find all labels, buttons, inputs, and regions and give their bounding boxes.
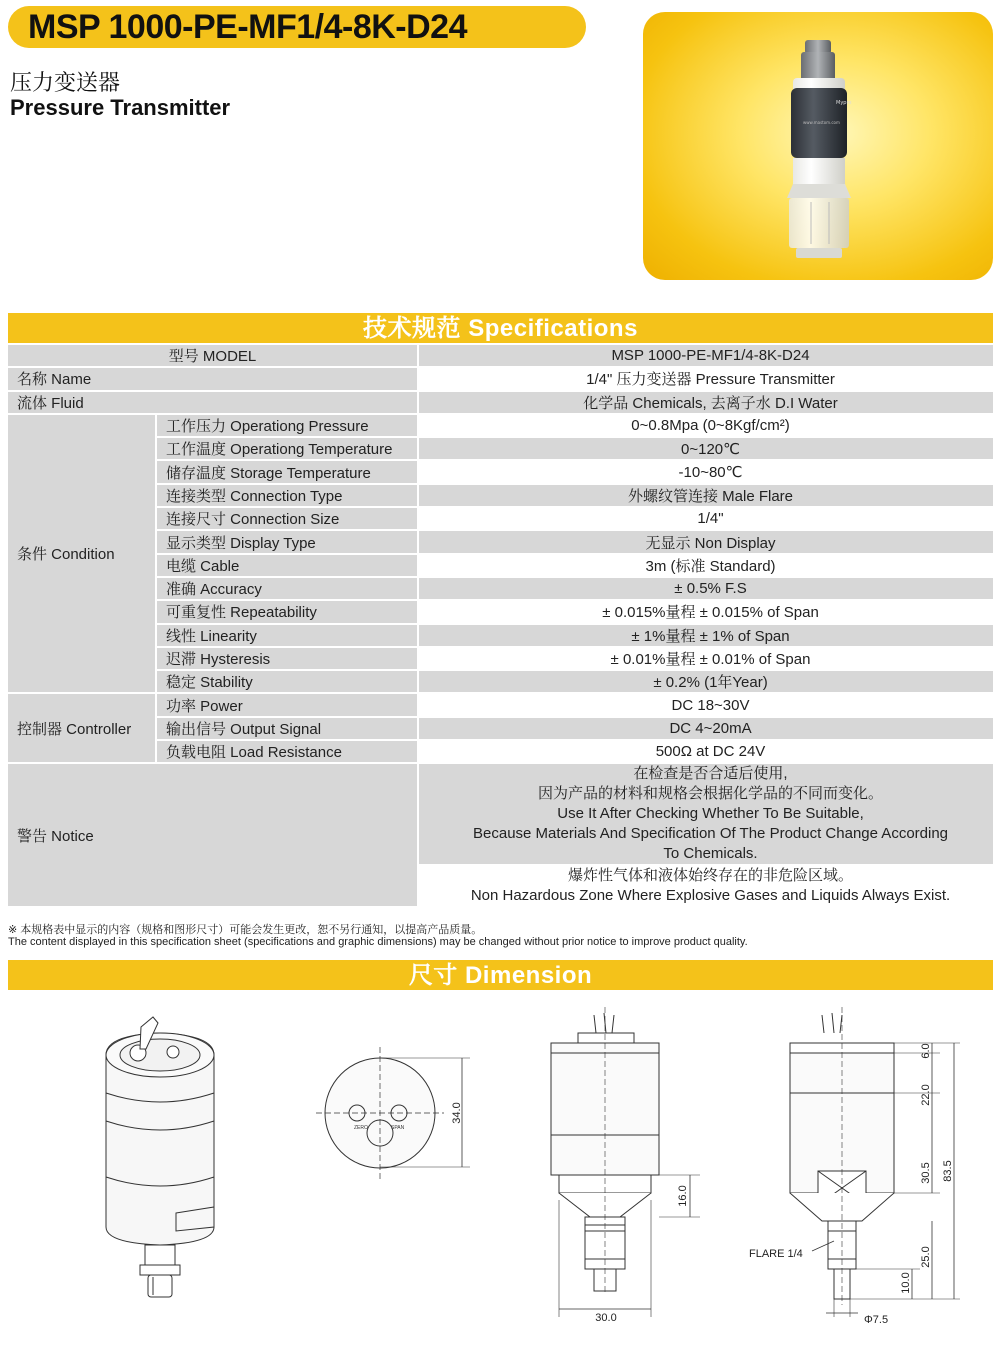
spec-row-notice [8,763,993,865]
disclaimer-footnote [8,924,748,948]
spec-label: 显示类型 Display Type [156,530,418,553]
spec-row [8,577,993,600]
front-view-drawing [551,1007,700,1317]
spec-value: MSP 1000-PE-MF1/4-8K-D24 [418,345,993,367]
specifications-table [8,345,993,908]
svg-text:SPAN: SPAN [391,1125,405,1131]
notice-line: Non Hazardous Zone Where Explosive Gases and Liquids Always Exist. [470,887,951,905]
spec-value: 500Ω at DC 24V [418,740,993,763]
spec-label: 可重复性 Repeatability [156,600,418,623]
svg-text:ZERO: ZERO [354,1125,368,1131]
notice-value-1 [418,763,993,865]
spec-row [8,647,993,670]
spec-row [8,414,993,437]
spec-value: 3m (标准 Standard) [418,554,993,577]
dim-30-5: 30.5 [920,1162,932,1184]
spec-value: 1/4" [418,507,993,530]
dim-25: 25.0 [920,1246,932,1268]
spec-value: ± 1%量程 ± 1% of Span [418,624,993,647]
spec-value: 0~0.8Mpa (0~8Kgf/cm²) [418,414,993,437]
notice-label: 警告 Notice [8,763,418,907]
iso-view-drawing [106,1017,214,1297]
spec-row [8,670,993,693]
footnote-en: The content displayed in this specification sheet (specifications and graphic dimensions) may be changed without prior notice to improve product quality. [8,936,748,948]
spec-row [8,460,993,483]
spec-row [8,484,993,507]
spec-label: 线性 Linearity [156,624,418,647]
spec-value: ± 0.01%量程 ± 0.01% of Span [418,647,993,670]
spec-value: ± 0.5% F.S [418,577,993,600]
condition-group-label: 条件 Condition [8,414,156,694]
spec-row-model [8,345,993,367]
spec-label: 稳定 Stability [156,670,418,693]
notice-line: 爆炸性气体和液体始终存在的非危险区域。 [568,867,854,885]
spec-row-name [8,367,993,390]
technical-drawings [0,995,1000,1341]
top-view-drawing [316,1047,470,1179]
dim-30: 30.0 [595,1312,617,1324]
transmitter-image [643,12,993,280]
spec-value: 外螺纹管连接 Male Flare [418,484,993,507]
notice-line: 在检查是否合适后使用, [633,765,788,783]
notice-line: Use It After Checking Whether To Be Suitable, [557,805,864,823]
dim-6: 6.0 [920,1043,932,1059]
spec-label: 连接类型 Connection Type [156,484,418,507]
spec-value: 1/4" 压力变送器 Pressure Transmitter [418,367,993,390]
spec-value: -10~80℃ [418,460,993,483]
dimension-heading: 尺寸 Dimension [8,960,993,990]
spec-label: 电缆 Cable [156,554,418,577]
spec-label: 工作压力 Operationg Pressure [156,414,418,437]
spec-label: 名称 Name [8,367,418,390]
spec-label: 输出信号 Output Signal [156,717,418,740]
spec-label: 型号 MODEL [8,345,418,367]
spec-row [8,717,993,740]
spec-row [8,693,993,716]
spec-value: DC 4~20mA [418,717,993,740]
spec-label: 工作温度 Operationg Temperature [156,437,418,460]
section-view-drawing [790,1007,960,1317]
subtitle-english: Pressure Transmitter [10,95,231,120]
dim-83-5: 83.5 [942,1160,954,1182]
dim-16: 16.0 [677,1185,689,1207]
spec-value: ± 0.2% (1年Year) [418,670,993,693]
photo-label: Mypro [836,100,852,106]
spec-row [8,600,993,623]
footnote-cn: ※ 本规格表中显示的内容（规格和图形尺寸）可能会发生更改，恕不另行通知，以提高产品质量。 [8,924,483,936]
spec-row-fluid [8,391,993,414]
product-photo [643,12,993,280]
spec-value: 0~120℃ [418,437,993,460]
spec-row [8,624,993,647]
spec-row [8,740,993,763]
notice-line: 因为产品的材料和规格会根据化学品的不同而变化。 [538,785,884,803]
spec-value: 化学品 Chemicals, 去离子水 D.I Water [418,391,993,414]
spec-label: 迟滞 Hysteresis [156,647,418,670]
controller-group-label: 控制器 Controller [8,693,156,763]
dimension-drawings [0,995,1000,1341]
spec-label: 功率 Power [156,693,418,716]
spec-value: DC 18~30V [418,693,993,716]
dim-10: 10.0 [900,1272,912,1294]
spec-label: 连接尺寸 Connection Size [156,507,418,530]
spec-row [8,437,993,460]
dim-phi: Φ7.5 [864,1314,889,1326]
flare-label: FLARE 1/4 [749,1248,803,1260]
specifications-heading: 技术规范 Specifications [8,313,993,343]
spec-label: 流体 Fluid [8,391,418,414]
notice-line: To Chemicals. [663,845,758,863]
spec-row [8,530,993,553]
spec-value: ± 0.015%量程 ± 0.015% of Span [418,600,993,623]
spec-label: 负载电阻 Load Resistance [156,740,418,763]
dim-22: 22.0 [920,1084,932,1106]
notice-value-2 [418,865,993,907]
subtitle-chinese: 压力变送器 [10,70,121,95]
product-title: MSP 1000-PE-MF1/4-8K-D24 [28,8,467,46]
spec-label: 储存温度 Storage Temperature [156,460,418,483]
spec-label: 准确 Accuracy [156,577,418,600]
svg-text:www.mastom.com: www.mastom.com [803,120,840,125]
spec-value: 无显示 Non Display [418,530,993,553]
dim-34: 34.0 [451,1102,463,1124]
notice-line: Because Materials And Specification Of The Product Change According [473,825,949,843]
spec-row [8,507,993,530]
spec-row [8,554,993,577]
